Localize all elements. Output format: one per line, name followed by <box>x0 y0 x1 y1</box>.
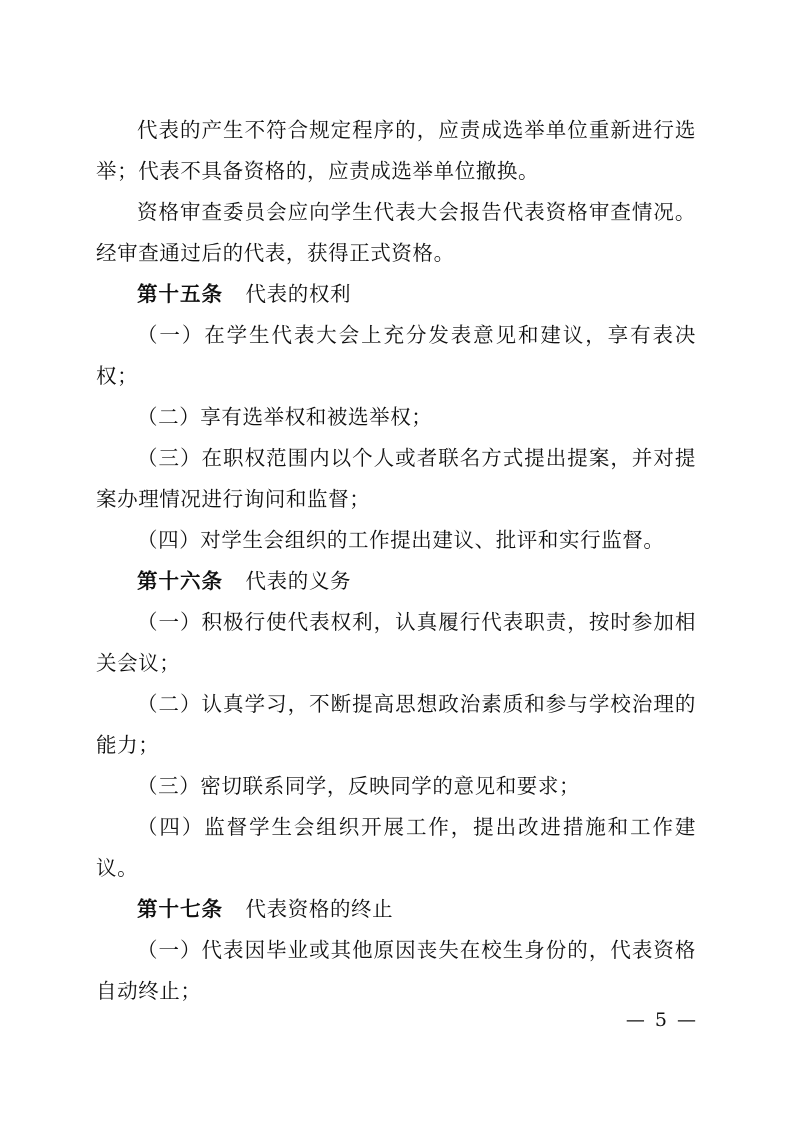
paragraph: （四）监督学生会组织开展工作，提出改进措施和工作建议。 <box>96 815 696 880</box>
paragraph: （一）积极行使代表权利，认真履行代表职责，按时参加相关会议； <box>96 610 696 675</box>
paragraph: 代表的产生不符合规定程序的，应责成选举单位重新进行选举；代表不具备资格的，应责成选举单位撤换。 <box>96 118 696 183</box>
article-heading <box>96 561 696 602</box>
page-number: — 5 — <box>625 1009 698 1031</box>
paragraph: （三）在职权范围内以个人或者联名方式提出提案，并对提案办理情况进行询问和监督； <box>96 446 696 511</box>
article-number: 第十五条 <box>137 282 223 306</box>
article-heading <box>96 274 696 315</box>
article-number: 第十七条 <box>137 897 223 921</box>
article-title: 代表的义务 <box>245 569 352 593</box>
article-title: 代表资格的终止 <box>245 897 394 921</box>
article-number: 第十六条 <box>137 569 223 593</box>
article-title: 代表的权利 <box>245 282 352 306</box>
paragraph: （三）密切联系同学，反映同学的意见和要求； <box>137 774 581 798</box>
paragraph: （一）在学生代表大会上充分发表意见和建议，享有表决权； <box>96 323 696 388</box>
paragraph: 资格审查委员会应向学生代表大会报告代表资格审查情况。经审查通过后的代表，获得正式资格。 <box>96 200 696 265</box>
paragraph: （二）认真学习，不断提高思想政治素质和参与学校治理的能力； <box>96 692 696 757</box>
paragraph: （二）享有选举权和被选举权； <box>137 405 433 429</box>
document-body <box>96 110 696 1012</box>
article-heading <box>96 889 696 930</box>
paragraph: （一）代表因毕业或其他原因丧失在校生身份的，代表资格自动终止； <box>96 938 696 1003</box>
paragraph: （四）对学生会组织的工作提出建议、批评和实行监督。 <box>137 528 665 552</box>
